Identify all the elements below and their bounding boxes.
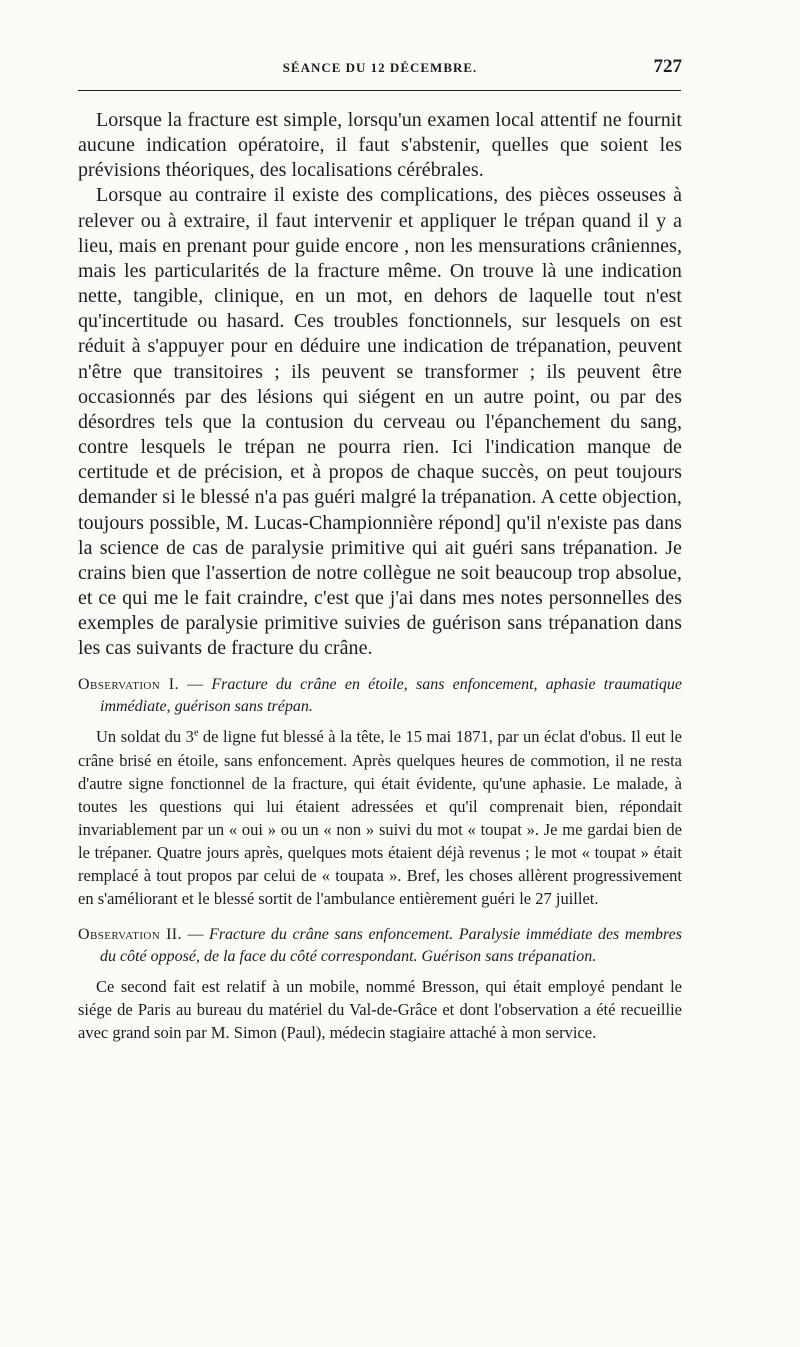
observation-1-label: Observation I. <box>78 676 179 694</box>
observation-2-dash: — <box>181 926 210 944</box>
paragraph: Lorsque au contraire il existe des complications, des pièces osseuses à relever ou à extraire, il faut intervenir et appliquer le trépan quand il y a lieu, mais en prenant pour guide encore , non les mensurations crâniennes, mais les particularités de la fracture même. On trouve là une indication nette, tangible, clinique, en un mot, en dehors de laquelle tout n'est qu'incertitude ou hasard. Ces troubles fonctionnels, sur lesquels on est réduit à s'appuyer pour en déduire une indication de trépanation, peuvent n'être que transitoires ; ils peuvent se transformer ; ils peuvent être occasionnés par des lésions qui siégent en un autre point, ou par des désordres tels que la contusion du cerveau ou l'épanchement du sang, contre lesquels le trépan ne pourra rien. Ici l'indication manque de certitude et de précision, et à propos de chaque succès, on peut toujours demander si le blessé n'a pas guéri malgré la trépanation. A cette objection, toujours possible, M. Lucas-Championnière répond] qu'il n'existe pas dans la science de cas de paralysie primitive qui ait guéri sans trépanation. Je crains bien que l'assertion de notre collègue ne soit beaucoup trop absolue, et ce qui me le fait craindre, c'est que j'ai dans mes notes personnelles des exemples de paralysie primitive suivies de guérison sans trépanation dans les cas suivants de fracture du crâne. <box>78 184 682 660</box>
observation-1-title: Fracture du crâne en étoile, sans enfoncement, aphasie traumatique immédiate, guérison sans trépan. <box>100 676 683 715</box>
observation-2-label: Observation II. <box>78 926 182 944</box>
observation-1-text <box>78 725 682 910</box>
header-rule <box>78 90 681 91</box>
ordinal-superscript: e <box>193 727 199 739</box>
paragraph: Lorsque la fracture est simple, lorsqu'un examen local attentif ne fournit aucune indication opératoire, il faut s'abstenir, quelles que soient les prévisions théoriques, des localisations cérébrales. <box>78 109 682 182</box>
observation-1-text-rest: de ligne fut blessé à la tête, le 15 mai 1871, par un éclat d'obus. Il eut le crâne brisé en étoile, sans enfoncement. Après quelques heures de commotion, il ne resta d'autre signe fonctionnel de la fracture, qui était évidente, qu'une aphasie. Le malade, à toutes les questions qui lui étaient adressées et qu'il comprenait bien, répondait invariablement par un « oui » ou un « non » suivi du mot « toupat ». Je me gardai bien de le trépaner. Quatre jours après, quelques mots étaient déjà revenus ; le mot « toupat » était remplacé à tout propos par celui de « toupata ». Bref, les choses allèrent progressivement en s'améliorant et le blessé sortit de l'ambulance entièrement guéri le 27 juillet. <box>78 727 682 909</box>
page-number: 727 <box>653 56 682 77</box>
observation-1-heading <box>78 674 682 717</box>
observation-1-dash: — <box>178 676 212 694</box>
observation-2-heading <box>78 924 682 967</box>
observation-2-title: Fracture du crâne sans enfoncement. Paralysie immédiate des membres du côté opposé, de la face du côté correspondant. Guérison sans trépanation. <box>100 926 682 965</box>
observation-1-text-start: Un soldat du 3 <box>96 727 194 747</box>
page-header <box>78 58 682 84</box>
observation-2-text: Ce second fait est relatif à un mobile, nommé Bresson, qui était employé pendant le siége de Paris au bureau du matériel du Val-de-Grâce et dont l'observation a été recueillie avec grand soin par M. Simon (Paul), médecin stagiaire attaché à mon service. <box>78 977 682 1043</box>
body-text <box>78 108 682 1044</box>
running-head: SÉANCE DU 12 DÉCEMBRE. <box>282 60 478 75</box>
